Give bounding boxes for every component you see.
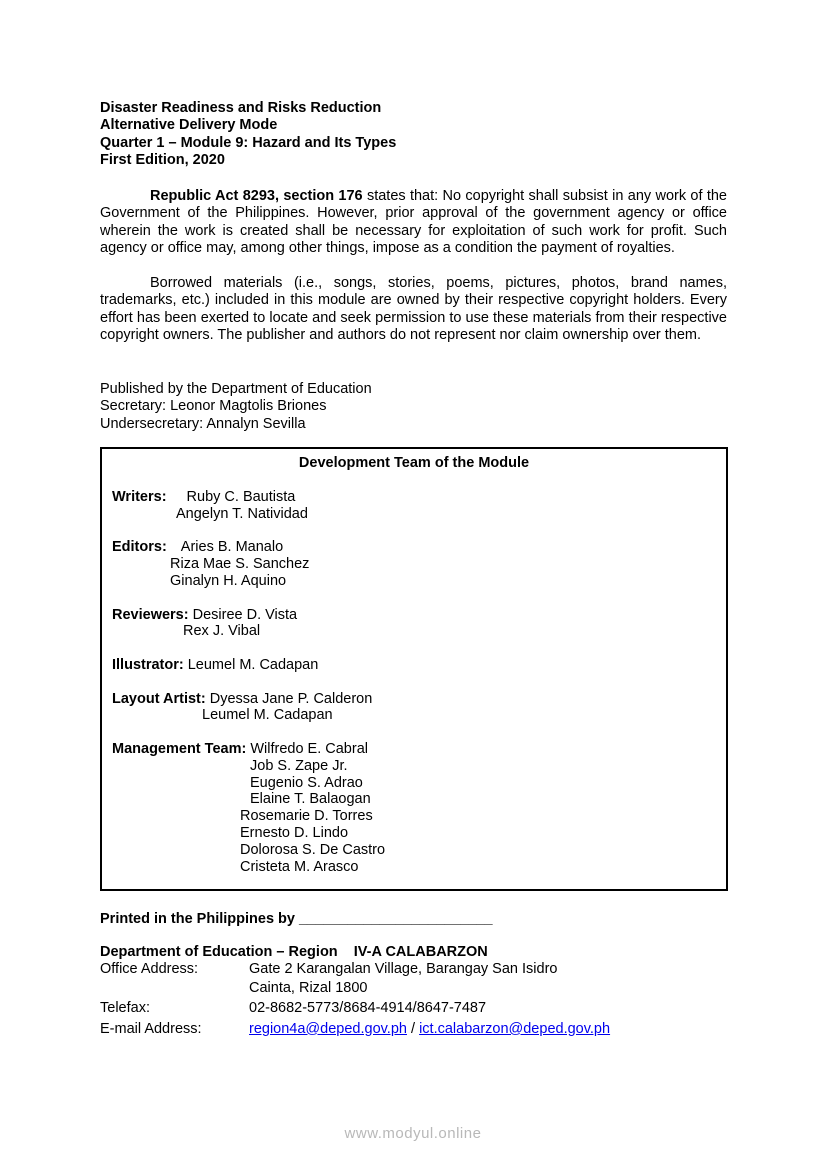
email-row [100, 1019, 610, 1040]
secretary: Secretary: Leonor Magtolis Briones [100, 398, 327, 415]
layout-artist-name: Leumel M. Cadapan [202, 707, 333, 724]
team-list [112, 489, 385, 875]
republic-act-reference: Republic Act 8293, section 176 [150, 188, 363, 204]
illustrator-label: Illustrator: [112, 656, 184, 673]
publisher-info [100, 381, 372, 433]
reviewers-group [112, 607, 385, 641]
reviewer-name: Rex J. Vibal [183, 623, 261, 640]
management-member: Ernesto D. Lindo [240, 824, 349, 841]
writer-name: Ruby C. Bautista [186, 489, 296, 505]
management-member: Cristeta M. Arasco [240, 858, 359, 875]
email-label: E-mail Address: [100, 1020, 202, 1037]
management-member: Eugenio S. Adrao [250, 774, 363, 791]
telefax-label: Telefax: [100, 1000, 150, 1017]
writers-label: Writers: [112, 489, 167, 505]
copyright-paragraph [100, 188, 727, 258]
undersecretary: Undersecretary: Annalyn Sevilla [100, 415, 306, 432]
module-title: Quarter 1 – Module 9: Hazard and Its Types [100, 134, 397, 151]
telefax-value: 02-8682-5773/8684-4914/8647-7487 [249, 1000, 487, 1017]
editor-name: Ginalyn H. Aquino [170, 572, 287, 589]
editors-group [112, 539, 385, 589]
management-member: Rosemarie D. Torres [240, 808, 373, 825]
office-address-row-2 [100, 978, 610, 999]
management-team-label: Management Team: [112, 740, 247, 757]
module-subject: Disaster Readiness and Risks Reduction [100, 100, 382, 116]
layout-artist-label: Layout Artist: [112, 690, 206, 707]
module-header [100, 100, 396, 170]
office-address-line1: Gate 2 Karangalan Village, Barangay San Isidro [249, 960, 558, 977]
management-member: Elaine T. Balaogan [250, 791, 371, 808]
telefax-row [100, 998, 610, 1019]
email-link-region4a[interactable]: region4a@deped.gov.ph [249, 1020, 407, 1037]
layout-artist-name: Dyessa Jane P. Calderon [209, 690, 373, 707]
office-address-row [100, 961, 610, 978]
management-member: Dolorosa S. De Castro [240, 841, 386, 858]
office-address-line2: Cainta, Rizal 1800 [249, 979, 368, 996]
writer-name: Angelyn T. Natividad [176, 505, 308, 522]
email-separator: / [406, 1020, 420, 1037]
illustrator-group [112, 657, 385, 674]
writers-group [112, 489, 385, 523]
development-team-box [100, 447, 728, 891]
editors-label: Editors: [112, 539, 167, 556]
editor-name: Riza Mae S. Sanchez [170, 556, 310, 573]
copyright-text: states that: No copyright shall subsist in any work of the Government of the Philippines. However, prior approval of the government agency or office wherein the work is created shall be necessary for exploitation of such work for profit. Such agency or office may, among other things, impose as a condition the payment of royalties. [100, 188, 727, 257]
management-member: Job S. Zape Jr. [250, 757, 348, 774]
editor-name: Aries B. Manalo [180, 539, 284, 556]
reviewer-name: Desiree D. Vista [192, 606, 298, 623]
layout-artist-group [112, 691, 385, 725]
development-team-title: Development Team of the Module [298, 455, 530, 471]
reviewers-label: Reviewers: [112, 606, 189, 623]
module-edition: First Edition, 2020 [100, 152, 225, 169]
management-member: Wilfredo E. Cabral [250, 740, 368, 757]
published-by: Published by the Department of Education [100, 381, 372, 397]
office-address-label: Office Address: [100, 960, 199, 977]
borrowed-materials-paragraph: Borrowed materials (i.e., songs, stories, poems, pictures, photos, brand names, trademarks, etc.) included in this module are owned by their respective copyright holders. Every effort has been exerted to locate and seek permission to use these materials from their respective copyright owners. The publisher and authors do not represent nor claim ownership over them. [100, 275, 727, 344]
printed-by: Printed in the Philippines by ________________________ [100, 911, 493, 927]
module-mode: Alternative Delivery Mode [100, 117, 278, 134]
illustrator-name: Leumel M. Cadapan [187, 656, 319, 673]
department-region: Department of Education – Region IV-A CALABARZON [100, 943, 488, 960]
email-link-ict-calabarzon[interactable]: ict.calabarzon@deped.gov.ph [419, 1020, 611, 1037]
management-team-group [112, 741, 385, 875]
watermark: www.modyul.online [344, 1125, 482, 1142]
footer-info [100, 909, 610, 1039]
